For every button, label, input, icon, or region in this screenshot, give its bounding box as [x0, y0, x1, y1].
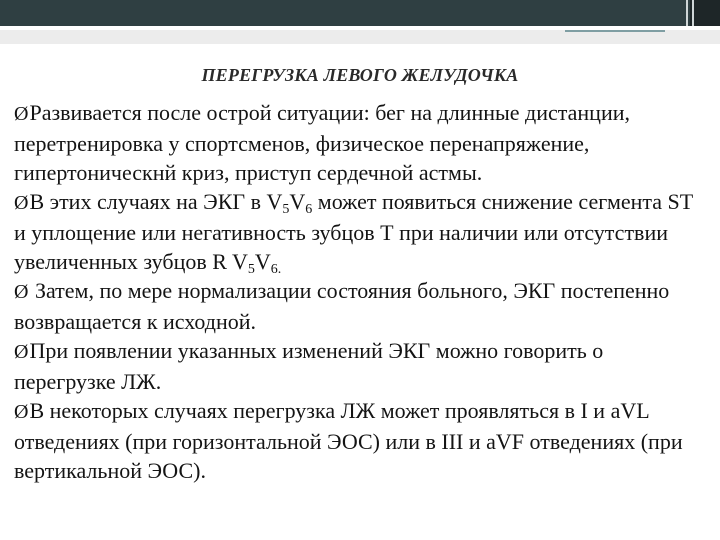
header-accent-line	[565, 30, 665, 32]
bullet-text: Развивается после острой ситуации: бег на длинные дистанции, перетренировка у спортсменов, физическое перенапряжение, гипертоническнй криз, приступ сердечной астмы.	[14, 100, 631, 185]
subscript: 5	[282, 202, 290, 217]
subscript: 5	[247, 262, 255, 277]
slide-body	[14, 98, 706, 485]
slide-title: ПЕРЕГРУЗКА ЛЕВОГО ЖЕЛУДОЧКА	[201, 65, 519, 85]
bullet-item	[14, 98, 706, 187]
bullet-text: может появиться снижение сегмента ST и уплощение или негативность зубцов Т при наличии или отсутствии увеличенных зубцов R V	[14, 189, 693, 274]
arrow-bullet-icon: Ø	[14, 281, 29, 303]
top-bar-separator	[686, 0, 688, 26]
bullet-item	[14, 276, 706, 336]
bullet-text: В некоторых случаях перегрузка ЛЖ может проявляться в I и aVL отведениях (при горизонтальной ЭОС) или в III и aVF отведениях (при вертикальной ЭОС).	[14, 398, 683, 483]
subscript: 6	[305, 202, 313, 217]
top-bar	[0, 0, 720, 26]
arrow-bullet-icon: Ø	[14, 341, 29, 363]
bullet-item	[14, 336, 706, 396]
arrow-bullet-icon: Ø	[14, 103, 29, 125]
header-band	[0, 30, 720, 44]
bullet-text: V	[289, 189, 306, 214]
subscript: 6.	[270, 262, 282, 277]
bullet-text: Затем, по мере нормализации состояния больного, ЭКГ постепенно возвращается к исходной.	[14, 278, 670, 334]
bullet-text: При появлении указанных изменений ЭКГ можно говорить о перегрузке ЛЖ.	[14, 338, 604, 394]
bullet-text: В этих случаях на ЭКГ в V	[29, 189, 283, 214]
bullet-item	[14, 396, 706, 485]
top-bar-separator	[692, 0, 694, 26]
arrow-bullet-icon: Ø	[14, 401, 29, 423]
top-bar-dark-block	[690, 0, 720, 26]
bullet-item	[14, 187, 706, 276]
bullet-text: V	[254, 249, 271, 274]
arrow-bullet-icon: Ø	[14, 192, 29, 214]
